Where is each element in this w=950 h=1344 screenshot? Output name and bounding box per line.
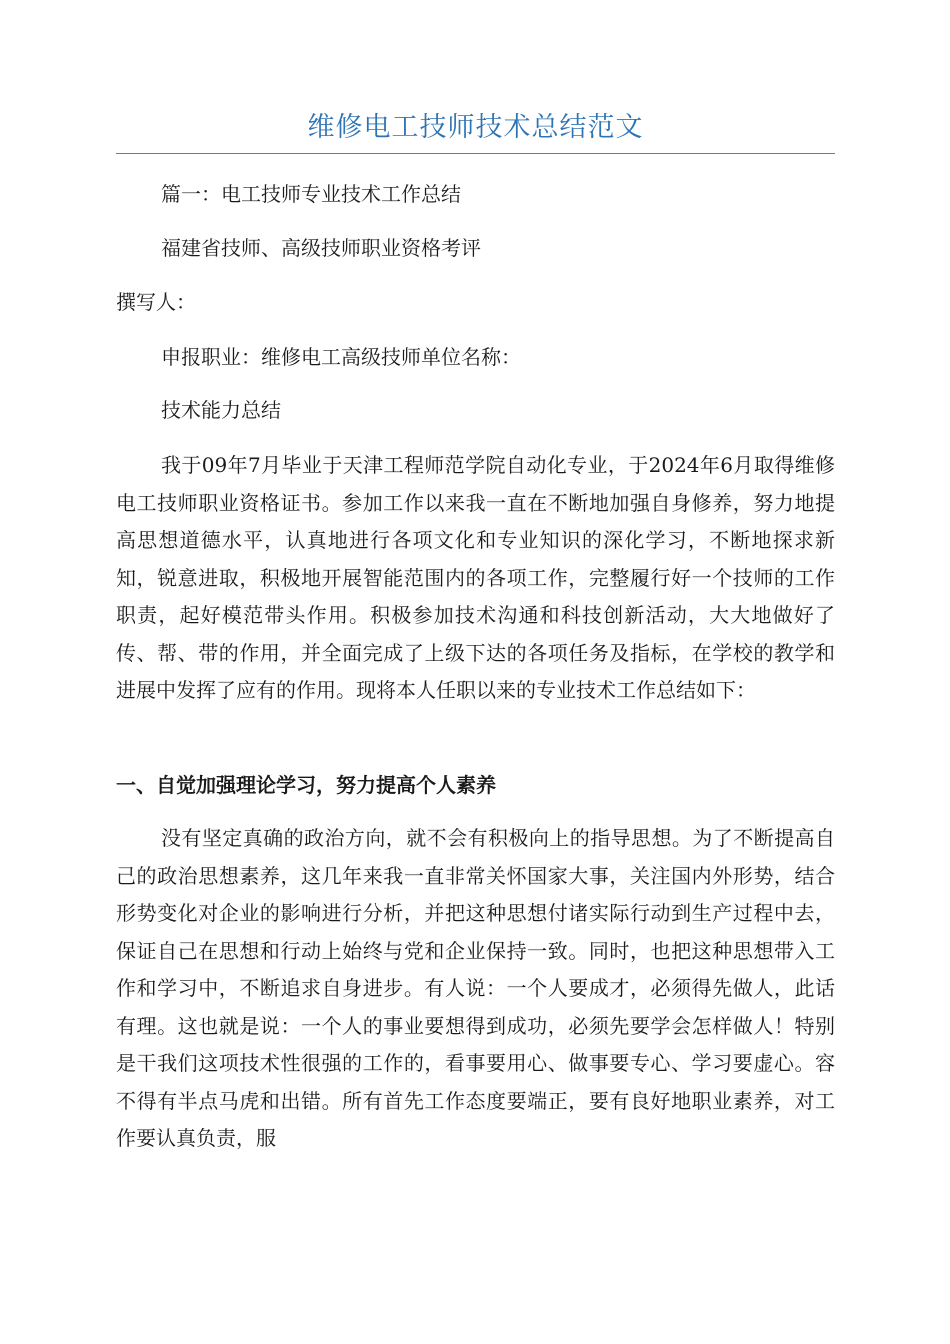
subtitle-line: 篇一：电工技师专业技术工作总结	[161, 182, 461, 206]
document-title: 维修电工技师技术总结范文	[307, 112, 644, 143]
section-paragraph: 没有坚定真确的政治方向，就不会有积极向上的指导思想。为了不断提高自己的政治思想素养，这几年来我一直非常关怀国家大事，关注国内外形势，结合形势变化对企业的影响进行分析，并把这种思想付诸实际行动到生产过程中去，保证自己在思想和行动上始终与党和企业保持一致。同时，也把这种思想带入工作和学习中，不断追求自身进步。有人说：一个人要成才，必须得先做人，此话有理。这也就是说：一个人的事业要想得到成功，必须先要学会怎样做人！特别是干我们这项技术性很强的工作的，看事要用心、做事要专心、学习要虚心。容不得有半点马虎和出错。所有首先工作态度要端正，要有良好地职业素养，对工作要认真负责，服	[116, 826, 835, 1150]
title-underline	[116, 153, 835, 154]
assessment-line: 福建省技师、高级技师职业资格考评	[161, 236, 481, 260]
author-line: 撰写人：	[116, 290, 196, 314]
intro-paragraph: 我于09年7月毕业于天津工程师范学院自动化专业，于2024年6月取得维修电工技师职业资格证书。参加工作以来我一直在不断地加强自身修养，努力地提高思想道德水平，认真地进行各项文化和专业知识的深化学习，不断地探求新知，锐意进取，积极地开展智能范围内的各项工作，完整履行好一个技师的工作职责，起好模范带头作用。积极参加技术沟通和科技创新活动，大大地做好了传、帮、带的作用，并全面完成了上级下达的各项任务及指标，在学校的教学和进展中发挥了应有的作用。现将本人任职以来的专业技术工作总结如下：	[116, 453, 835, 702]
section-label: 技术能力总结	[161, 398, 281, 422]
section-heading: 一、自觉加强理论学习，努力提高个人素养	[116, 773, 496, 797]
occupation-line: 申报职业：维修电工高级技师单位名称：	[161, 345, 521, 369]
